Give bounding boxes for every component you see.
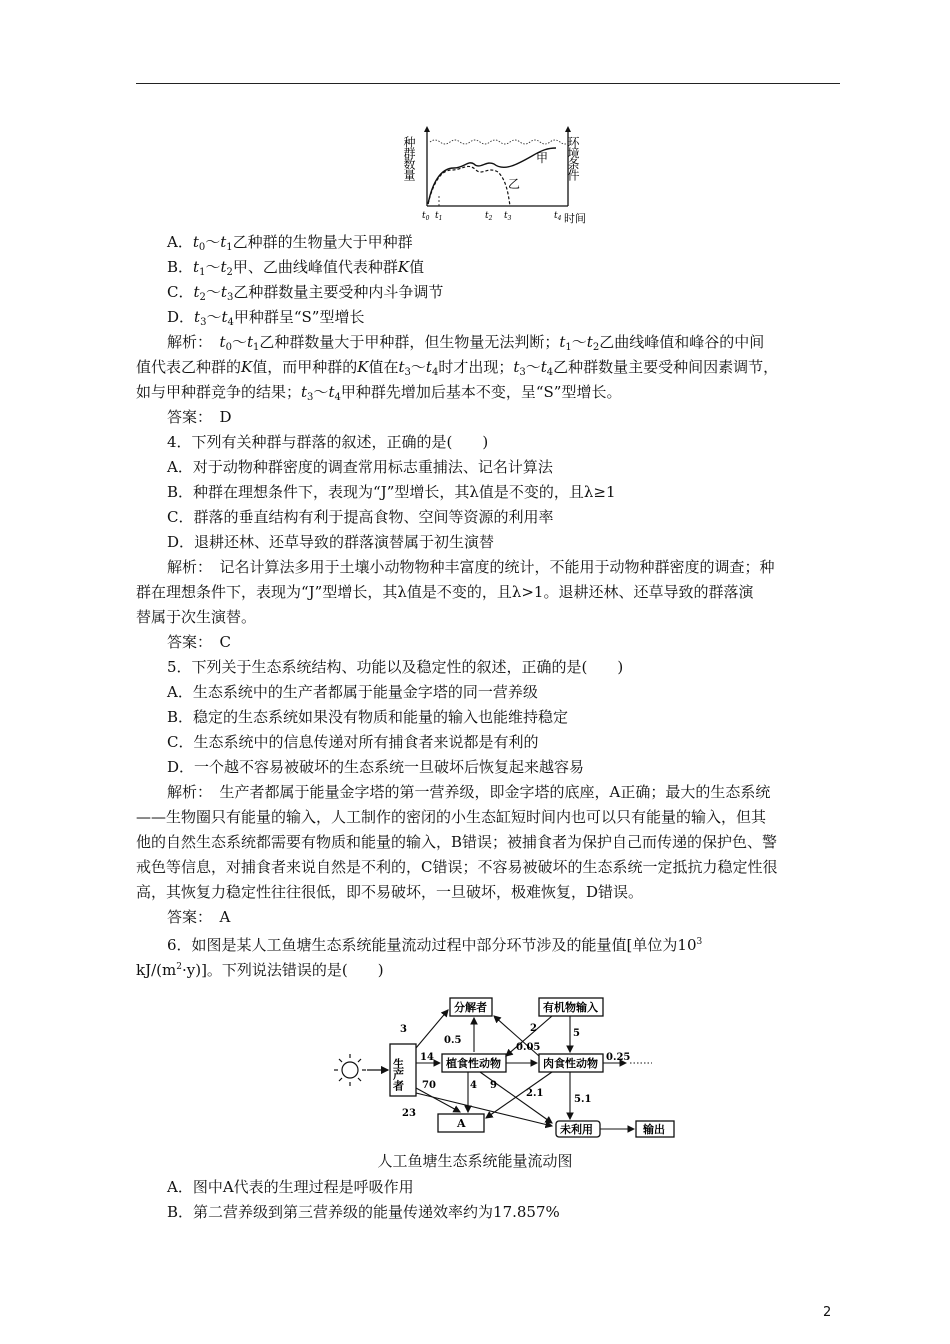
q3-answer: 答案： D bbox=[167, 408, 232, 426]
svg-text:A: A bbox=[457, 1117, 466, 1130]
svg-text:0.5: 0.5 bbox=[444, 1035, 462, 1046]
q4-analysis-line-2: 群在理想条件下，表现为“J”型增长，其λ值是不变的，且λ>1。退耕还林、还草导致的群落演 bbox=[136, 583, 754, 601]
q5-analysis-line-5: 高，其恢复力稳定性往往很低，即不易破坏，一旦破坏，极难恢复，D错误。 bbox=[136, 883, 644, 901]
q4-analysis-line-3: 替属于次生演替。 bbox=[136, 608, 257, 626]
q4-stem: 4．下列有关种群与群落的叙述，正确的是( ) bbox=[167, 433, 489, 451]
curve-jia-label: 甲 bbox=[536, 151, 549, 165]
q5-answer: 答案： A bbox=[167, 908, 231, 926]
unused-box bbox=[556, 1121, 600, 1137]
q4-answer: 答案： C bbox=[167, 633, 232, 651]
producer-box bbox=[390, 1044, 416, 1096]
svg-text:生产者: 生产者 bbox=[391, 1058, 405, 1091]
q4-option-a: A．对于动物种群密度的调查常用标志重捕法、记名计算法 bbox=[167, 458, 553, 476]
output-box bbox=[636, 1121, 674, 1137]
svg-text:4: 4 bbox=[470, 1080, 477, 1091]
svg-text:肉食性动物: 肉食性动物 bbox=[543, 1057, 598, 1070]
svg-text:23: 23 bbox=[402, 1108, 416, 1119]
q4-option-b: B．种群在理想条件下，表现为“J”型增长，其λ值是不变的，且λ≥1 bbox=[167, 483, 616, 501]
figure-caption: 人工鱼塘生态系统能量流动图 bbox=[377, 1152, 573, 1170]
q5-option-c: C．生态系统中的信息传递对所有捕食者来说都是有利的 bbox=[167, 733, 539, 751]
q3-analysis-line-3: 如与甲种群竞争的结果；$t_3\sim t_4$甲种群先增加后基本不变，呈“S”型增长。 bbox=[136, 383, 622, 403]
svg-text:70: 70 bbox=[422, 1080, 436, 1091]
y-label-right: 环境条件 bbox=[566, 136, 580, 180]
svg-text:分解者: 分解者 bbox=[454, 1001, 487, 1014]
y-label-left: 种群数量 bbox=[402, 136, 416, 180]
q3-option-b: B．$t_1\sim t_2$甲、乙曲线峰值代表种群K值 bbox=[167, 258, 425, 278]
q3-analysis-line-1: 解析： $t_0\sim t_1$乙种群数量大于甲种群，但生物量无法判断；$t_1\sim t_2$乙曲线峰值和峰谷的中间 bbox=[167, 333, 765, 353]
q3-option-a: A．$t_0\sim t_1$乙种群的生物量大于甲种群 bbox=[167, 233, 413, 253]
svg-text:5: 5 bbox=[573, 1028, 580, 1039]
q4-option-c: C．群落的垂直结构有利于提高食物、空间等资源的利用率 bbox=[167, 508, 554, 526]
svg-text:14: 14 bbox=[420, 1052, 434, 1063]
svg-text:t2: $t_2$ bbox=[485, 211, 493, 222]
svg-text:t3: $t_3$ bbox=[504, 211, 512, 222]
svg-text:5.1: 5.1 bbox=[574, 1094, 592, 1105]
y-axis-left bbox=[424, 126, 430, 206]
q5-analysis-line-3: 他的自然生态系统都需要有物质和能量的输入，B错误；被捕食者为保护自己而传递的保护色、警 bbox=[136, 833, 778, 851]
x-ticks bbox=[422, 211, 562, 222]
q3-option-c: C．$t_2\sim t_3$乙种群数量主要受种内斗争调节 bbox=[167, 283, 444, 303]
svg-text:2: 2 bbox=[530, 1023, 537, 1034]
organic-input-box bbox=[539, 998, 603, 1016]
q6-option-a: A．图中A代表的生理过程是呼吸作用 bbox=[167, 1178, 414, 1196]
population-figure bbox=[402, 124, 598, 225]
svg-text:0.25: 0.25 bbox=[606, 1052, 631, 1063]
herbivore-box bbox=[442, 1054, 506, 1072]
svg-text:2.1: 2.1 bbox=[526, 1088, 544, 1099]
q5-stem: 5．下列关于生态系统结构、功能以及稳定性的叙述，正确的是( ) bbox=[167, 658, 624, 676]
svg-text:有机物输入: 有机物输入 bbox=[543, 1001, 598, 1014]
q5-option-d: D．一个越不容易被破坏的生态系统一旦破坏后恢复起来越容易 bbox=[167, 758, 585, 776]
header-rule bbox=[136, 83, 840, 84]
x-label: 时间 bbox=[564, 212, 586, 225]
energy-flow-diagram bbox=[330, 988, 680, 1140]
svg-text:t0: $t_0$ bbox=[422, 211, 430, 222]
q5-analysis-line-2: ——生物圈只有能量的输入，人工制作的密闭的小生态缸短时间内也可以只有能量的输入，但其 bbox=[136, 808, 767, 826]
svg-text:3: 3 bbox=[400, 1024, 407, 1035]
q5-analysis-line-1: 解析： 生产者都属于能量金字塔的第一营养级，即金字塔的底座，A正确；最大的生态系统 bbox=[167, 783, 771, 801]
sun-icon bbox=[334, 1054, 366, 1086]
q3-option-d: D．$t_3\sim t_4$甲种群呈“S”型增长 bbox=[167, 308, 365, 328]
q5-analysis-line-4: 戒色等信息，对捕食者来说自然是不利的，C错误；不容易被破坏的生态系统一定抵抗力稳定性很 bbox=[136, 858, 778, 876]
page-number: 2 bbox=[823, 1305, 832, 1320]
q5-option-b: B．稳定的生态系统如果没有物质和能量的输入也能维持稳定 bbox=[167, 708, 569, 726]
svg-text:t1: $t_1$ bbox=[435, 211, 443, 222]
environment-dotted-line bbox=[430, 140, 570, 144]
svg-text:9: 9 bbox=[490, 1080, 497, 1091]
svg-text:0.05: 0.05 bbox=[516, 1042, 541, 1053]
q6-stem-line-2: $kJ/(m^2\cdot y)$]。下列说法错误的是( ) bbox=[136, 961, 384, 979]
q6-option-b: B．第二营养级到第三营养级的能量传递效率约为17.857% bbox=[167, 1203, 560, 1221]
svg-text:t4: $t_4$ bbox=[554, 211, 562, 222]
q5-option-a: A．生态系统中的生产者都属于能量金字塔的同一营养级 bbox=[167, 683, 538, 701]
decomposer-box bbox=[450, 998, 492, 1016]
svg-text:输出: 输出 bbox=[643, 1123, 665, 1136]
carnivore-box bbox=[539, 1054, 603, 1072]
q4-option-d: D．退耕还林、还草导致的群落演替属于初生演替 bbox=[167, 533, 495, 551]
q6-stem-line-1: 6．如图是某人工鱼塘生态系统能量流动过程中部分环节涉及的能量值[单位为$10^3$ bbox=[167, 936, 703, 954]
a-box bbox=[438, 1114, 484, 1132]
svg-text:植食性动物: 植食性动物 bbox=[446, 1057, 501, 1070]
curve-yi-label: 乙 bbox=[508, 177, 521, 191]
q3-analysis-line-2: 值代表乙种群的K值，而甲种群的K值在$t_3\sim t_4$时才出现；$t_3\sim t_4$乙种群数量主要受种间因素调节， bbox=[136, 358, 779, 378]
svg-text:未利用: 未利用 bbox=[560, 1123, 593, 1136]
q4-analysis-line-1: 解析： 记名计算法多用于土壤小动物物种丰富度的统计，不能用于动物种群密度的调查；种 bbox=[167, 558, 775, 576]
curve-yi bbox=[428, 166, 510, 206]
